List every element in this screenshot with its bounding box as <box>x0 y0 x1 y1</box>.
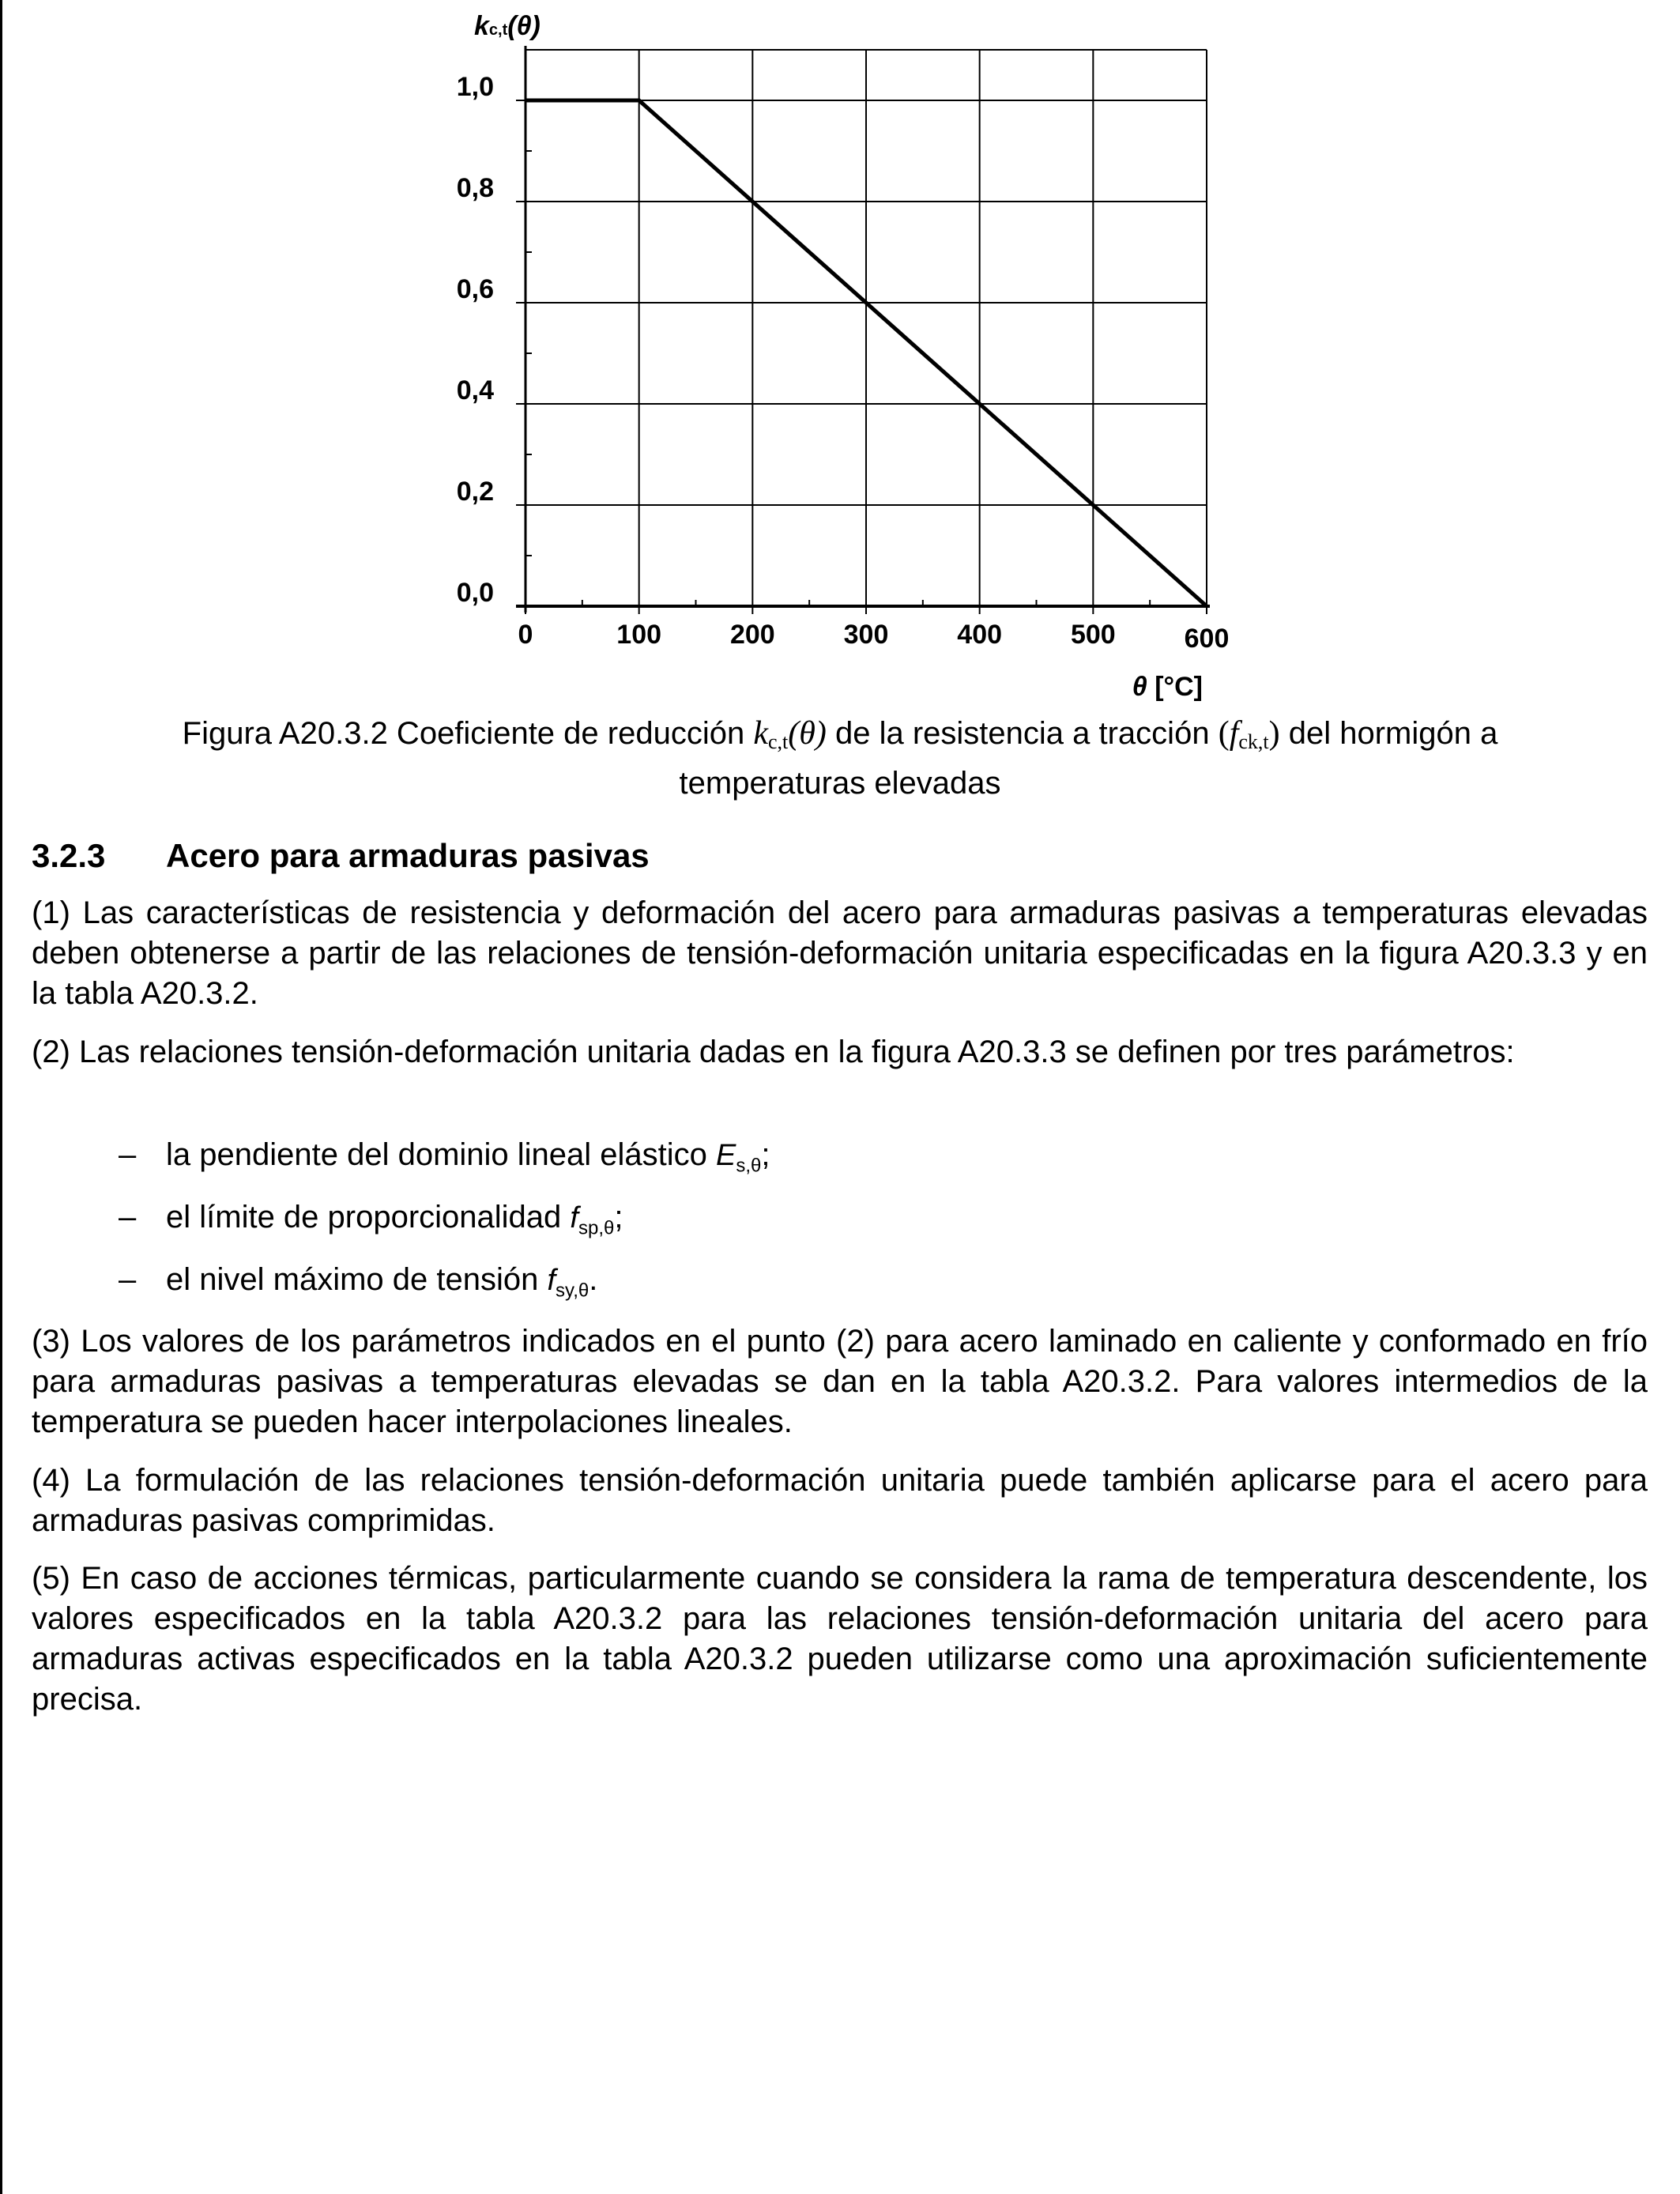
caption-k-symbol: kc,t(θ) <box>753 715 827 753</box>
caption-prefix: Figura A20.3.2 Coeficiente de reducción <box>182 716 745 751</box>
caption-suffix: del hormigón a <box>1288 716 1498 751</box>
section-heading <box>32 834 650 878</box>
y-tick-label-4: 0,8 <box>456 173 494 203</box>
reduction-coefficient-chart <box>395 0 1264 703</box>
caption-middle: de la resistencia a tracción <box>834 716 1210 751</box>
x-tick-label-1: 100 <box>616 620 662 650</box>
caption-f-symbol: (fck,t) <box>1218 715 1280 753</box>
y-tick-label-0: 0,0 <box>456 578 494 608</box>
x-tick-label-6: 600 <box>1184 624 1230 654</box>
x-tick-label-5: 500 <box>1070 620 1116 650</box>
y-tick-label-1: 0,2 <box>456 477 494 507</box>
caption-line-2: temperaturas elevadas <box>679 766 1001 801</box>
paragraph-2: (2) Las relaciones tensión-deformación unitaria dadas en la figura A20.3.3 se definen por tres parámetros: <box>32 1035 1515 1069</box>
page-left-border <box>0 0 2 2194</box>
y-axis-title: kc,t(θ) <box>474 11 541 41</box>
section-title: Acero para armaduras pasivas <box>166 837 650 874</box>
section-number: 3.2.3 <box>32 837 106 874</box>
figure-caption <box>32 713 1648 804</box>
chart-labels <box>457 11 1230 702</box>
paragraph-1: (1) Las características de resistencia y deformación del acero para armaduras pasivas a temperaturas elevadas deben obtenerse a partir de las relaciones de tensión-deformación unitaria especificadas en la figura A20.3.3 y en la tabla A20.3.2. <box>32 895 1648 1011</box>
caption-line-1 <box>32 713 1648 763</box>
x-tick-label-0: 0 <box>518 620 533 650</box>
bullet-item-2: – el límite de proporcionalidad $f_{sp,\theta}$; <box>119 1200 623 1239</box>
chart-grid <box>516 46 1210 613</box>
y-tick-label-5: 1,0 <box>456 72 494 102</box>
x-tick-label-2: 200 <box>729 620 775 650</box>
bullet-item-1: – la pendiente del dominio lineal elástico $E_{s,\theta}$; <box>119 1137 770 1177</box>
paragraph-4: (4) La formulación de las relaciones tensión-deformación unitaria puede también aplicarse para el acero para armaduras pasivas comprimidas. <box>32 1463 1648 1538</box>
x-axis-title: θ [°C] <box>1132 672 1203 702</box>
bullet-item-3: – el nivel máximo de tensión $f_{sy,\theta}$. <box>119 1262 598 1302</box>
paragraph-5: (5) En caso de acciones térmicas, particularmente cuando se considera la rama de temperatura descendente, los valores especificados en la tabla A20.3.2 para las relaciones tensión-deformación unitaria del acero para armaduras activas especificados en la tabla A20.3.2 pueden utilizarse como una aproximación suficientemente precisa. <box>32 1561 1648 1717</box>
x-tick-label-4: 400 <box>957 620 1003 650</box>
chart-ticks <box>516 100 1207 614</box>
paragraph-3: (3) Los valores de los parámetros indicados en el punto (2) para acero laminado en caliente y conformado en frío para armaduras pasivas a temperaturas elevadas se dan en la tabla A20.3.2. Para valores intermedios de la temperatura se pueden hacer interpolaciones lineales. <box>32 1324 1648 1439</box>
y-tick-label-2: 0,4 <box>456 375 494 405</box>
y-tick-label-3: 0,6 <box>456 274 494 304</box>
x-tick-label-3: 300 <box>843 620 889 650</box>
